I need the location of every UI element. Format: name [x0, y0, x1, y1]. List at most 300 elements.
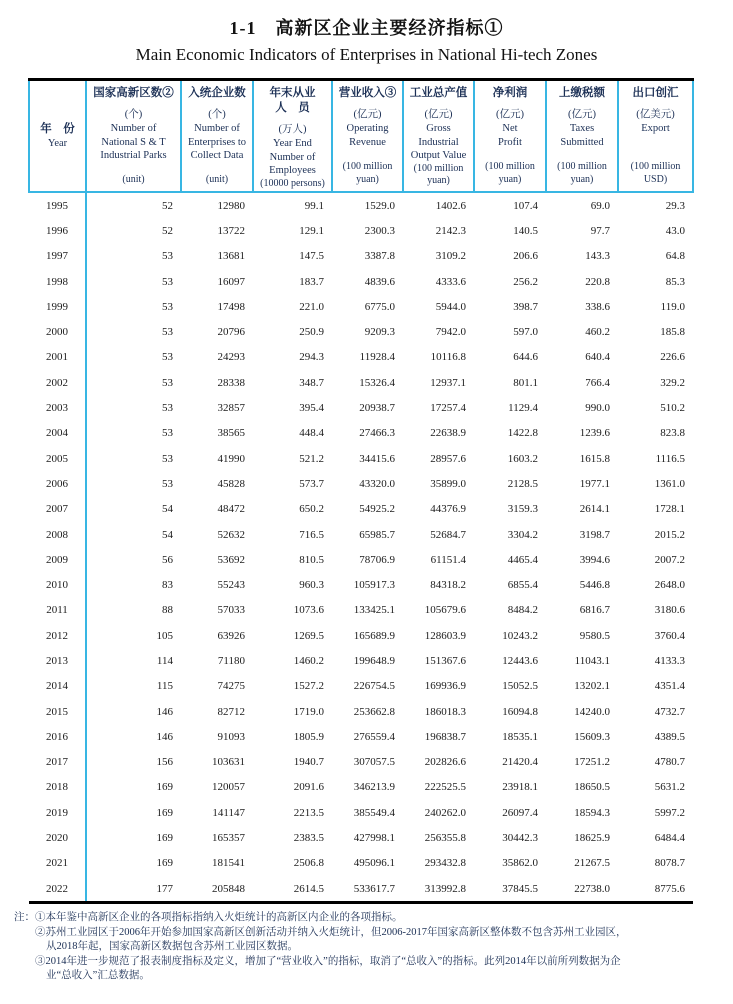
- value-cell: 448.4: [299, 427, 324, 440]
- value-cell: 99.1: [304, 199, 324, 212]
- value-cell: 30442.3: [502, 832, 538, 845]
- value-cell: 147.5: [299, 250, 324, 263]
- column-header-6: [474, 80, 546, 193]
- value-cell: 151367.6: [424, 654, 466, 667]
- value-cell: 41990: [217, 452, 245, 465]
- table-row: [29, 294, 693, 319]
- value-cell: 329.2: [660, 376, 685, 389]
- value-cell: 52684.7: [430, 528, 466, 541]
- value-cell: 2506.8: [293, 857, 324, 870]
- column-header-3: [253, 80, 332, 193]
- value-cell: 4780.7: [654, 756, 685, 769]
- value-cell: 78706.9: [359, 553, 395, 566]
- header-text-line: Industrial Parks: [100, 150, 167, 161]
- table-row: [29, 471, 693, 496]
- value-cell: 91093: [217, 730, 245, 743]
- value-cell: 146: [156, 730, 173, 743]
- value-cell: 1529.0: [364, 199, 395, 212]
- value-cell: 185.8: [660, 326, 685, 339]
- table-row: [29, 269, 693, 294]
- value-cell: 348.7: [299, 376, 324, 389]
- value-cell: 226754.5: [353, 680, 395, 693]
- table-header-row: [29, 80, 693, 193]
- value-cell: 35862.0: [502, 857, 538, 870]
- value-cell: 10243.2: [502, 629, 538, 642]
- year-cell: 2009: [29, 547, 86, 572]
- value-cell: 5997.2: [654, 806, 685, 819]
- value-cell: 26097.4: [502, 806, 538, 819]
- column-header-0: [29, 80, 86, 193]
- value-cell: 12443.6: [502, 654, 538, 667]
- value-cell: 53: [162, 351, 173, 364]
- value-cell: 169: [156, 832, 173, 845]
- value-cell: 55243: [217, 579, 245, 592]
- header-text-line: (100 million: [557, 161, 607, 172]
- value-cell: 169: [156, 857, 173, 870]
- value-cell: 240262.0: [424, 806, 466, 819]
- table-row: [29, 497, 693, 522]
- value-cell: 103631: [212, 756, 245, 769]
- header-text-line: Industrial: [418, 136, 459, 148]
- value-cell: 810.5: [299, 553, 324, 566]
- table-header: [29, 80, 693, 193]
- footnote-line: 从2018年起，国家高新区数据包含苏州工业园区数据。: [46, 941, 298, 953]
- header-cn-unit: (亿元): [568, 109, 596, 120]
- year-cell: 2005: [29, 446, 86, 471]
- value-cell: 1615.8: [579, 452, 610, 465]
- header-text-line: Enterprises to: [187, 136, 247, 148]
- value-cell: 17251.2: [574, 756, 610, 769]
- value-cell: 146: [156, 705, 173, 718]
- value-cell: 2300.3: [364, 224, 395, 237]
- value-cell: 21267.5: [574, 857, 610, 870]
- value-cell: 256.2: [513, 275, 538, 288]
- value-cell: 52: [162, 224, 173, 237]
- value-cell: 82712: [217, 705, 245, 718]
- value-cell: 52632: [217, 528, 245, 541]
- value-cell: 44376.9: [430, 503, 466, 516]
- header-text-line: Number of: [269, 151, 316, 163]
- year-cell: 2021: [29, 851, 86, 876]
- value-cell: 2091.6: [293, 781, 324, 794]
- year-cell: 1998: [29, 269, 86, 294]
- value-cell: 1116.5: [655, 452, 685, 465]
- value-cell: 1460.2: [293, 654, 324, 667]
- value-cell: 129.1: [299, 224, 324, 237]
- value-cell: 53: [162, 300, 173, 313]
- value-cell: 74275: [217, 680, 245, 693]
- value-cell: 57033: [217, 604, 245, 617]
- column-header-5: [403, 80, 474, 193]
- value-cell: 177: [156, 882, 173, 895]
- value-cell: 716.5: [299, 528, 324, 541]
- value-cell: 2007.2: [654, 553, 685, 566]
- value-cell: 640.4: [585, 351, 610, 364]
- value-cell: 4351.4: [654, 680, 685, 693]
- value-cell: 3994.6: [579, 553, 610, 566]
- value-cell: 54925.2: [359, 503, 395, 516]
- value-cell: 64.8: [665, 250, 685, 263]
- header-text-line: Employees: [269, 165, 316, 176]
- footnotes: [14, 911, 733, 983]
- value-cell: 105917.3: [353, 579, 395, 592]
- value-cell: 141147: [212, 806, 245, 819]
- value-cell: 6484.4: [654, 832, 685, 845]
- header-text-line: Number of: [110, 123, 157, 134]
- value-cell: 43.0: [665, 224, 685, 237]
- value-cell: 18594.3: [574, 806, 610, 819]
- year-cell: 2016: [29, 724, 86, 749]
- year-cell: 2022: [29, 876, 86, 903]
- value-cell: 53: [162, 427, 173, 440]
- header-text-line: 人 员: [275, 102, 310, 114]
- value-cell: 510.2: [660, 402, 685, 415]
- value-cell: 2383.5: [293, 832, 324, 845]
- value-cell: 54: [162, 528, 173, 541]
- value-cell: 83: [162, 579, 173, 592]
- header-text-line: 出口创汇: [632, 87, 679, 99]
- value-cell: 140.5: [513, 224, 538, 237]
- value-cell: 120057: [212, 781, 245, 794]
- year-cell: 2018: [29, 775, 86, 800]
- value-cell: 88: [162, 604, 173, 617]
- column-header-7: [546, 80, 618, 193]
- table-row: [29, 724, 693, 749]
- footnote-line: 业“总收入”汇总数据。: [46, 969, 150, 981]
- value-cell: 97.7: [590, 224, 610, 237]
- value-cell: 222525.5: [424, 781, 466, 794]
- value-cell: 338.6: [585, 300, 610, 313]
- value-cell: 8078.7: [654, 857, 685, 870]
- value-cell: 1239.6: [579, 427, 610, 440]
- value-cell: 48472: [217, 503, 245, 516]
- value-cell: 105: [156, 629, 173, 642]
- value-cell: 18535.1: [502, 730, 538, 743]
- value-cell: 644.6: [513, 351, 538, 364]
- value-cell: 7942.0: [435, 326, 466, 339]
- value-cell: 2015.2: [654, 528, 685, 541]
- header-text-line: National S & T: [101, 136, 166, 148]
- value-cell: 6855.4: [507, 579, 538, 592]
- page-title-en: Main Economic Indicators of Enterprises in National Hi-tech Zones: [135, 45, 598, 64]
- header-cn-unit: (个): [208, 109, 226, 120]
- year-cell: 2011: [29, 598, 86, 623]
- header-text-line: (100 million: [342, 161, 393, 172]
- value-cell: 53: [162, 250, 173, 263]
- table-row: [29, 319, 693, 344]
- year-cell: 1997: [29, 244, 86, 269]
- value-cell: 1977.1: [579, 477, 610, 490]
- value-cell: 165689.9: [353, 629, 395, 642]
- value-cell: 53: [162, 376, 173, 389]
- value-cell: 6775.0: [364, 300, 395, 313]
- value-cell: 205848: [212, 882, 245, 895]
- value-cell: 5944.0: [435, 300, 466, 313]
- table-row: [29, 800, 693, 825]
- value-cell: 53: [162, 452, 173, 465]
- value-cell: 2142.3: [435, 224, 466, 237]
- value-cell: 202826.6: [424, 756, 466, 769]
- value-cell: 199648.9: [353, 654, 395, 667]
- header-text-line: Output Value: [410, 150, 467, 161]
- year-cell: 2013: [29, 648, 86, 673]
- table-row: [29, 851, 693, 876]
- value-cell: 533617.7: [353, 882, 395, 895]
- value-cell: 597.0: [513, 326, 538, 339]
- header-cn-unit: (亿元): [424, 109, 453, 120]
- table-row: [29, 244, 693, 269]
- year-cell: 1996: [29, 218, 86, 243]
- value-cell: 307057.5: [353, 756, 395, 769]
- value-cell: 65985.7: [359, 528, 395, 541]
- value-cell: 18625.9: [574, 832, 610, 845]
- value-cell: 4389.5: [654, 730, 685, 743]
- value-cell: 128603.9: [424, 629, 466, 642]
- year-cell: 2017: [29, 750, 86, 775]
- value-cell: 1940.7: [293, 756, 324, 769]
- value-cell: 2614.5: [293, 882, 324, 895]
- table-row: [29, 699, 693, 724]
- header-text-line: Number of: [194, 123, 240, 134]
- value-cell: 990.0: [585, 402, 610, 415]
- header-text-line: yuan): [498, 173, 522, 185]
- header-cn-unit: (亿元): [496, 109, 524, 120]
- value-cell: 169: [156, 806, 173, 819]
- value-cell: 1361.0: [654, 477, 685, 490]
- header-text-line: 营业收入③: [338, 87, 397, 99]
- value-cell: 3198.7: [579, 528, 610, 541]
- table-row: [29, 825, 693, 850]
- table-row: [29, 674, 693, 699]
- value-cell: 220.8: [585, 275, 610, 288]
- value-cell: 1129.4: [508, 402, 538, 415]
- header-text-line: (100 million: [485, 161, 535, 172]
- value-cell: 3387.8: [364, 250, 395, 263]
- value-cell: 169936.9: [424, 680, 466, 693]
- table-row: [29, 876, 693, 903]
- value-cell: 11928.4: [359, 351, 395, 364]
- value-cell: 4732.7: [654, 705, 685, 718]
- value-cell: 9209.3: [364, 326, 395, 339]
- year-cell: 2008: [29, 522, 86, 547]
- table-row: [29, 370, 693, 395]
- value-cell: 4333.6: [435, 275, 466, 288]
- table-row: [29, 395, 693, 420]
- footnote-line: 注：①本年鉴中高新区企业的各项指标指纳入火炬统计的高新区内企业的各项指标。: [14, 912, 403, 924]
- year-cell: 1999: [29, 294, 86, 319]
- table-row: [29, 421, 693, 446]
- value-cell: 12937.1: [430, 376, 466, 389]
- value-cell: 156: [156, 756, 173, 769]
- value-cell: 186018.3: [424, 705, 466, 718]
- value-cell: 16094.8: [502, 705, 538, 718]
- value-cell: 398.7: [513, 300, 538, 313]
- value-cell: 221.0: [299, 300, 324, 313]
- value-cell: 84318.2: [430, 579, 466, 592]
- value-cell: 22638.9: [430, 427, 466, 440]
- column-header-1: [86, 80, 181, 193]
- year-cell: 2004: [29, 421, 86, 446]
- value-cell: 21420.4: [502, 756, 538, 769]
- value-cell: 63926: [217, 629, 245, 642]
- value-cell: 1269.5: [293, 629, 324, 642]
- value-cell: 183.7: [299, 275, 324, 288]
- table-row: [29, 648, 693, 673]
- value-cell: 1719.0: [293, 705, 324, 718]
- header-cn-unit: (亿元): [353, 109, 382, 120]
- value-cell: 253662.8: [353, 705, 395, 718]
- table-row: [29, 623, 693, 648]
- table-row: [29, 775, 693, 800]
- header-cn-unit: (亿美元): [636, 109, 675, 120]
- header-text-line: Operating: [346, 123, 389, 134]
- value-cell: 119.0: [660, 300, 685, 313]
- header-text-line: Net: [502, 123, 518, 134]
- value-cell: 15326.4: [359, 376, 395, 389]
- header-text-line: 国家高新区数②: [93, 87, 174, 99]
- value-cell: 206.6: [513, 250, 538, 263]
- value-cell: 8484.2: [507, 604, 538, 617]
- value-cell: 460.2: [585, 326, 610, 339]
- value-cell: 1073.6: [293, 604, 324, 617]
- value-cell: 61151.4: [430, 553, 466, 566]
- column-header-8: [618, 80, 693, 193]
- value-cell: 13202.1: [574, 680, 610, 693]
- header-text-line: 上缴税额: [559, 87, 605, 99]
- value-cell: 107.4: [513, 199, 538, 212]
- table-row: [29, 446, 693, 471]
- year-cell: 2003: [29, 395, 86, 420]
- value-cell: 17257.4: [430, 402, 466, 415]
- value-cell: 27466.3: [359, 427, 395, 440]
- value-cell: 226.6: [660, 351, 685, 364]
- value-cell: 15609.3: [574, 730, 610, 743]
- header-text-line: yuan): [570, 173, 594, 185]
- value-cell: 276559.4: [353, 730, 395, 743]
- value-cell: 346213.9: [353, 781, 395, 794]
- value-cell: 114: [156, 654, 173, 667]
- value-cell: 3304.2: [507, 528, 538, 541]
- value-cell: 34415.6: [359, 452, 395, 465]
- header-text-line: Profit: [498, 136, 522, 148]
- value-cell: 181541: [212, 857, 245, 870]
- value-cell: 43320.0: [359, 477, 395, 490]
- value-cell: 12980: [217, 199, 245, 212]
- table-body: [29, 192, 693, 903]
- header-text-line: yuan): [356, 173, 379, 185]
- value-cell: 196838.7: [424, 730, 466, 743]
- header-text-line: (10000 persons): [260, 177, 325, 189]
- value-cell: 24293: [217, 351, 245, 364]
- value-cell: 6816.7: [579, 604, 610, 617]
- header-text-line: 年 份: [40, 122, 75, 135]
- value-cell: 16097: [217, 275, 245, 288]
- header-text-line: Revenue: [349, 136, 386, 148]
- value-cell: 85.3: [665, 275, 685, 288]
- header-text-line: Export: [641, 123, 670, 134]
- value-cell: 801.1: [513, 376, 538, 389]
- table-row: [29, 522, 693, 547]
- value-cell: 14240.0: [574, 705, 610, 718]
- value-cell: 650.2: [299, 503, 324, 516]
- year-cell: 2012: [29, 623, 86, 648]
- value-cell: 250.9: [299, 326, 324, 339]
- value-cell: 293432.8: [424, 857, 466, 870]
- table-row: [29, 218, 693, 243]
- value-cell: 20796: [217, 326, 245, 339]
- header-text-line: (unit): [205, 173, 229, 185]
- column-header-2: [181, 80, 253, 193]
- value-cell: 35899.0: [430, 477, 466, 490]
- header-text-line: Gross: [426, 123, 451, 134]
- value-cell: 3109.2: [435, 250, 466, 263]
- value-cell: 2213.5: [293, 806, 324, 819]
- table-row: [29, 598, 693, 623]
- table-row: [29, 572, 693, 597]
- table-row: [29, 192, 693, 218]
- year-cell: 2002: [29, 370, 86, 395]
- value-cell: 54: [162, 503, 173, 516]
- value-cell: 2614.1: [579, 503, 610, 516]
- value-cell: 15052.5: [502, 680, 538, 693]
- value-cell: 2128.5: [507, 477, 538, 490]
- value-cell: 53: [162, 402, 173, 415]
- value-cell: 1402.6: [435, 199, 466, 212]
- value-cell: 18650.5: [574, 781, 610, 794]
- value-cell: 495096.1: [353, 857, 395, 870]
- year-cell: 2019: [29, 800, 86, 825]
- value-cell: 1728.1: [654, 503, 685, 516]
- value-cell: 573.7: [299, 477, 324, 490]
- table-row: [29, 345, 693, 370]
- value-cell: 1422.8: [507, 427, 538, 440]
- value-cell: 53: [162, 326, 173, 339]
- header-text-line: (unit): [122, 173, 145, 185]
- value-cell: 17498: [217, 300, 245, 313]
- value-cell: 256355.8: [424, 832, 466, 845]
- value-cell: 10116.8: [430, 351, 466, 364]
- value-cell: 53: [162, 477, 173, 490]
- value-cell: 1805.9: [293, 730, 324, 743]
- value-cell: 56: [162, 553, 173, 566]
- value-cell: 13681: [217, 250, 245, 263]
- value-cell: 395.4: [299, 402, 324, 415]
- value-cell: 71180: [217, 654, 245, 667]
- value-cell: 5631.2: [654, 781, 685, 794]
- value-cell: 4133.3: [654, 654, 685, 667]
- header-text-line: Submitted: [560, 136, 604, 148]
- year-cell: 2000: [29, 319, 86, 344]
- value-cell: 8775.6: [654, 882, 685, 895]
- value-cell: 3760.4: [654, 629, 685, 642]
- value-cell: 38565: [217, 427, 245, 440]
- year-cell: 2014: [29, 674, 86, 699]
- value-cell: 385549.4: [353, 806, 395, 819]
- value-cell: 53692: [217, 553, 245, 566]
- value-cell: 69.0: [590, 199, 610, 212]
- header-text-line: 年末从业: [269, 87, 316, 99]
- year-cell: 2006: [29, 471, 86, 496]
- page-title-zh: 1-1 高新区企业主要经济指标①: [229, 18, 504, 38]
- value-cell: 133425.1: [353, 604, 395, 617]
- footnote-line: ③2014年进一步规范了报表制度指标及定义，增加了“营业收入”的指标，取消了“总收入”的指标。此列2014年以前所列数据为企: [35, 955, 621, 967]
- value-cell: 115: [156, 680, 173, 693]
- value-cell: 28338: [217, 376, 245, 389]
- year-cell: 2010: [29, 572, 86, 597]
- value-cell: 766.4: [585, 376, 610, 389]
- value-cell: 23918.1: [502, 781, 538, 794]
- table-row: [29, 547, 693, 572]
